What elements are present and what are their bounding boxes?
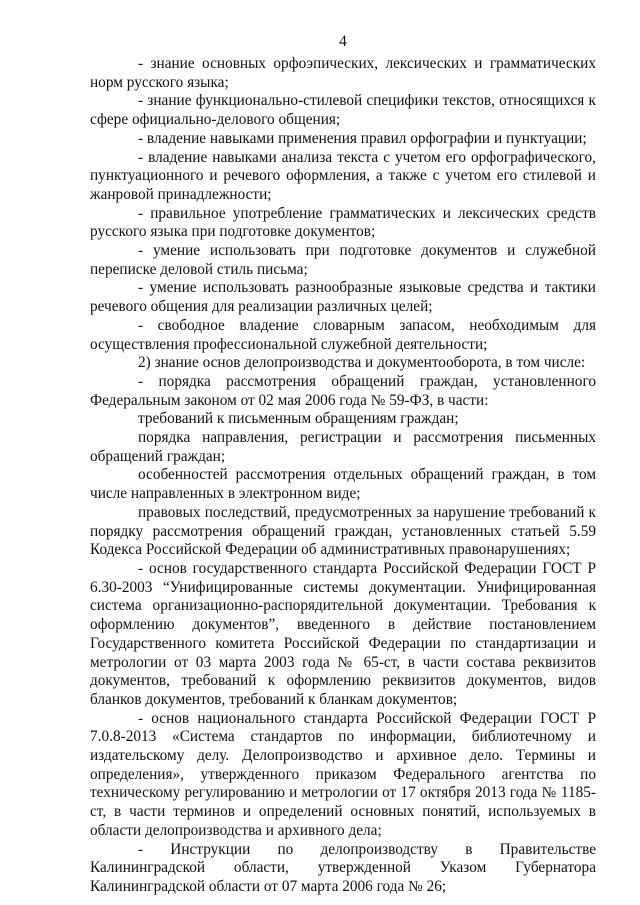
paragraph-office-instruction: - Инструкции по делопроизводству в Правительстве Калининградской области, утвержденной Указом Губернатора Калининградской области от 07 марта 2006 года № 26;	[90, 840, 596, 895]
page-number: 4	[339, 33, 347, 50]
paragraph-orthoepic-norms: - знание основных орфоэпических, лексических и грамматических норм русского языка;	[90, 55, 596, 91]
document-page	[90, 33, 596, 897]
paragraph-legal-consequences: правовых последствий, предусмотренных за нарушение требований к порядку рассмотрения обращений граждан, установленных статьей 5.59 Кодекса Российской Федерации об административных правонарушениях;	[90, 503, 596, 559]
paragraph-business-style: - умение использовать при подготовке документов и служебной переписке деловой стиль письма;	[90, 242, 596, 278]
paragraph-vocabulary: - свободное владение словарным запасом, необходимым для осуществления профессиональной служебной деятельности;	[90, 316, 596, 353]
paragraph-gost-6-30: - основ государственного стандарта Российской Федерации ГОСТ Р 6.30-2003 “Унифицированные системы документации. Унифицированная система организационно-распорядительной документации. Требования к оформлению документов”, введенного в действие постановлением Государственного комитета Российской Федерации по стандартизации и метрологии от 03 марта 2003 года № 65-ст, в части состава реквизитов документов, требований к оформлению реквизитов документов, видов бланков документов, требований к бланкам документов;	[90, 559, 596, 708]
paragraph-appeal-registration: порядка направления, регистрации и рассмотрения письменных обращений граждан;	[90, 429, 596, 465]
paragraph-written-appeals: требований к письменным обращениям граждан;	[138, 410, 459, 428]
paragraph-records-management: 2) знание основ делопроизводства и документооборота, в том числе:	[138, 354, 586, 372]
paragraph-appeals-procedure: - порядка рассмотрения обращений граждан, установленного Федеральным законом от 02 мая 2006 года № 59-ФЗ, в части:	[90, 372, 596, 409]
paragraph-language-means: - умение использовать разнообразные языковые средства и тактики речевого общения для реализации различных целей;	[90, 279, 596, 316]
paragraph-grammar-usage: - правильное употребление грамматических и лексических средств русского языка при подготовке документов;	[90, 204, 596, 241]
paragraph-spelling-rules: - владение навыками применения правил орфографии и пунктуации;	[138, 129, 587, 147]
paragraph-gost-7-0-8: - основ национального стандарта Российской Федерации ГОСТ Р 7.0.8-2013 «Система стандартов по информации, библиотечному и издательскому делу. Делопроизводство и архивное дело. Термины и определения», утвержденного приказом Федерального агентства по техническому регулированию и метрологии от 17 октября 2013 года № 1185-ст, в части терминов и определений основных понятий, используемых в области делопроизводства и архивного дела;	[90, 709, 596, 839]
paragraph-functional-style: - знание функционально-стилевой специфики текстов, относящихся к сфере официально-делового общения;	[90, 92, 596, 129]
paragraph-electronic-appeals: особенностей рассмотрения отдельных обращений граждан, в том числе направленных в электронном виде;	[90, 466, 596, 503]
paragraph-text-analysis: - владение навыками анализа текста с учетом его орфографического, пунктуационного и речевого оформления, а также с учетом его стилевой и жанровой принадлежности;	[90, 148, 596, 203]
